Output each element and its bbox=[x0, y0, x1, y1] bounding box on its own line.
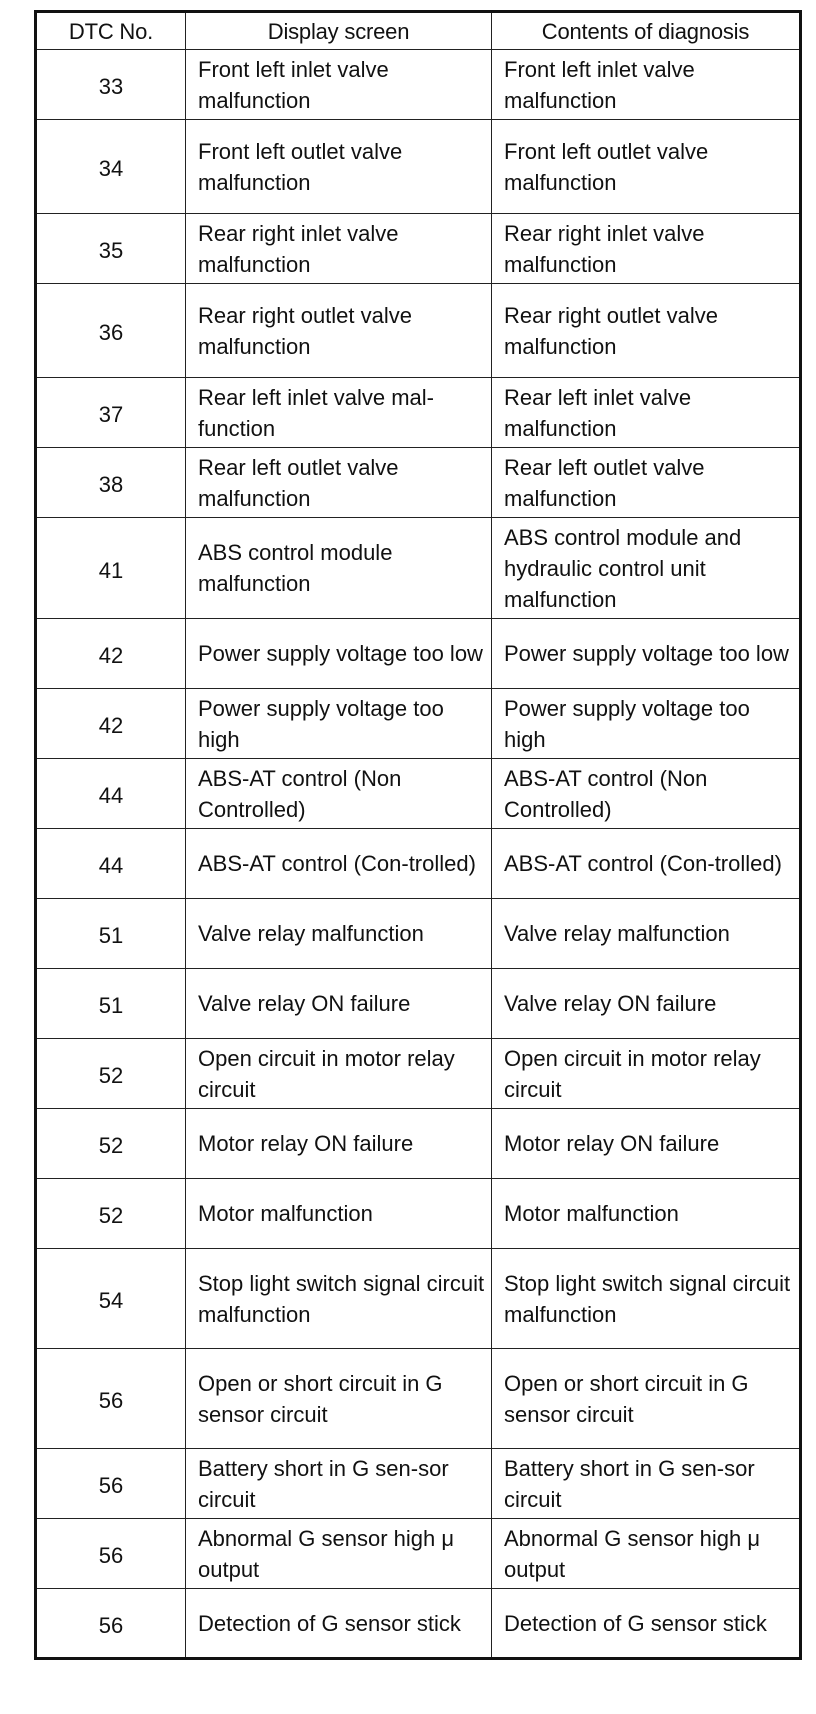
display-screen-text: Rear right inlet valve malfunction bbox=[186, 214, 492, 284]
display-screen-text: Abnormal G sensor high μ output bbox=[186, 1519, 492, 1589]
display-screen-text: Valve relay ON failure bbox=[186, 969, 492, 1039]
dtc-table bbox=[34, 10, 802, 1660]
display-screen-text: ABS-AT control (Non Controlled) bbox=[186, 759, 492, 829]
display-screen-text: Rear right outlet valve malfunction bbox=[186, 284, 492, 378]
table-row bbox=[36, 759, 801, 829]
display-screen-text: Rear left outlet valve malfunction bbox=[186, 448, 492, 518]
dtc-code: 52 bbox=[36, 1039, 186, 1109]
diagnosis-contents-text: Abnormal G sensor high μ output bbox=[492, 1519, 801, 1589]
dtc-code: 42 bbox=[36, 689, 186, 759]
dtc-code: 42 bbox=[36, 619, 186, 689]
diagnosis-contents-text: Front left inlet valve malfunction bbox=[492, 50, 801, 120]
table-row bbox=[36, 1039, 801, 1109]
diagnosis-contents-text: Motor malfunction bbox=[492, 1179, 801, 1249]
display-screen-text: Rear left inlet valve mal-function bbox=[186, 378, 492, 448]
display-screen-text: ABS-AT control (Con-trolled) bbox=[186, 829, 492, 899]
diagnosis-contents-text: Detection of G sensor stick bbox=[492, 1589, 801, 1659]
display-screen-text: Stop light switch signal circuit malfunction bbox=[186, 1249, 492, 1349]
dtc-code: 33 bbox=[36, 50, 186, 120]
table-row bbox=[36, 120, 801, 214]
table-row bbox=[36, 50, 801, 120]
dtc-code: 34 bbox=[36, 120, 186, 214]
dtc-code: 44 bbox=[36, 759, 186, 829]
diagnosis-contents-text: ABS-AT control (Con-trolled) bbox=[492, 829, 801, 899]
diagnosis-contents-text: Front left outlet valve malfunction bbox=[492, 120, 801, 214]
dtc-code: 56 bbox=[36, 1589, 186, 1659]
table-row bbox=[36, 1449, 801, 1519]
display-screen-text: Power supply voltage too high bbox=[186, 689, 492, 759]
table-row bbox=[36, 378, 801, 448]
display-screen-text: Motor malfunction bbox=[186, 1179, 492, 1249]
dtc-code: 36 bbox=[36, 284, 186, 378]
table-row bbox=[36, 1109, 801, 1179]
display-screen-text: Open circuit in motor relay circuit bbox=[186, 1039, 492, 1109]
display-screen-text: Battery short in G sen-sor circuit bbox=[186, 1449, 492, 1519]
dtc-code: 56 bbox=[36, 1519, 186, 1589]
diagnosis-contents-text: Valve relay malfunction bbox=[492, 899, 801, 969]
diagnosis-contents-text: Power supply voltage too low bbox=[492, 619, 801, 689]
display-screen-text: Power supply voltage too low bbox=[186, 619, 492, 689]
table-row bbox=[36, 214, 801, 284]
dtc-code: 41 bbox=[36, 518, 186, 619]
display-screen-text: Open or short circuit in G sensor circuit bbox=[186, 1349, 492, 1449]
dtc-code: 38 bbox=[36, 448, 186, 518]
display-screen-text: ABS control module malfunction bbox=[186, 518, 492, 619]
table-row bbox=[36, 619, 801, 689]
header-contents-of-diagnosis: Contents of diagnosis bbox=[492, 12, 801, 50]
display-screen-text: Valve relay malfunction bbox=[186, 899, 492, 969]
display-screen-text: Front left outlet valve malfunction bbox=[186, 120, 492, 214]
table-row bbox=[36, 969, 801, 1039]
table-row bbox=[36, 448, 801, 518]
dtc-code: 52 bbox=[36, 1109, 186, 1179]
diagnosis-contents-text: ABS-AT control (Non Controlled) bbox=[492, 759, 801, 829]
dtc-code: 54 bbox=[36, 1249, 186, 1349]
header-display-screen: Display screen bbox=[186, 12, 492, 50]
table-row bbox=[36, 829, 801, 899]
dtc-code: 56 bbox=[36, 1449, 186, 1519]
display-screen-text: Front left inlet valve malfunction bbox=[186, 50, 492, 120]
display-screen-text: Motor relay ON failure bbox=[186, 1109, 492, 1179]
table-row bbox=[36, 1249, 801, 1349]
diagnosis-contents-text: Battery short in G sen-sor circuit bbox=[492, 1449, 801, 1519]
dtc-code: 56 bbox=[36, 1349, 186, 1449]
diagnosis-contents-text: Valve relay ON failure bbox=[492, 969, 801, 1039]
diagnosis-contents-text: ABS control module and hydraulic control unit malfunction bbox=[492, 518, 801, 619]
dtc-code: 51 bbox=[36, 969, 186, 1039]
dtc-code: 37 bbox=[36, 378, 186, 448]
display-screen-text: Detection of G sensor stick bbox=[186, 1589, 492, 1659]
diagnosis-contents-text: Open or short circuit in G sensor circuit bbox=[492, 1349, 801, 1449]
diagnosis-contents-text: Stop light switch signal circuit malfunction bbox=[492, 1249, 801, 1349]
table-row bbox=[36, 1519, 801, 1589]
table-row bbox=[36, 899, 801, 969]
header-dtc-no: DTC No. bbox=[36, 12, 186, 50]
diagnosis-contents-text: Rear right inlet valve malfunction bbox=[492, 214, 801, 284]
table-row bbox=[36, 689, 801, 759]
table-row bbox=[36, 284, 801, 378]
diagnosis-contents-text: Rear left inlet valve malfunction bbox=[492, 378, 801, 448]
dtc-code: 51 bbox=[36, 899, 186, 969]
dtc-code: 44 bbox=[36, 829, 186, 899]
table-row bbox=[36, 1179, 801, 1249]
diagnosis-contents-text: Power supply voltage too high bbox=[492, 689, 801, 759]
table-row bbox=[36, 1589, 801, 1659]
table-row bbox=[36, 1349, 801, 1449]
header-row bbox=[36, 12, 801, 50]
diagnosis-contents-text: Rear left outlet valve malfunction bbox=[492, 448, 801, 518]
diagnosis-contents-text: Rear right outlet valve malfunction bbox=[492, 284, 801, 378]
diagnosis-contents-text: Motor relay ON failure bbox=[492, 1109, 801, 1179]
dtc-code: 35 bbox=[36, 214, 186, 284]
dtc-code: 52 bbox=[36, 1179, 186, 1249]
table-row bbox=[36, 518, 801, 619]
diagnosis-contents-text: Open circuit in motor relay circuit bbox=[492, 1039, 801, 1109]
